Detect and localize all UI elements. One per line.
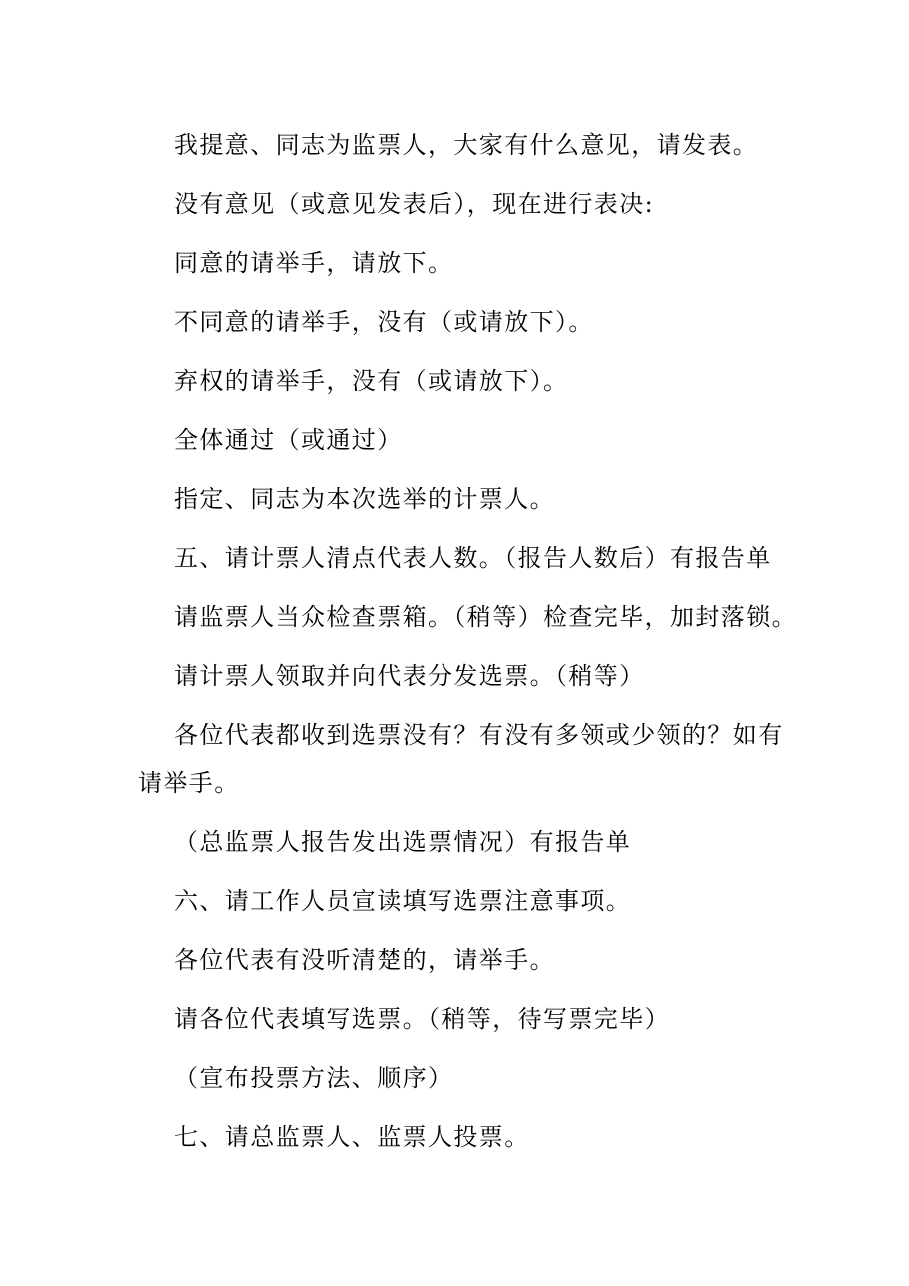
paragraph-check-ballot-box: 请监票人当众检查票箱。（稍等）检查完毕，加封落锁。 (174, 603, 797, 631)
paragraph-questions: 各位代表有没听清楚的，请举手。 (174, 946, 555, 974)
paragraph-step-seven: 七、请总监票人、监票人投票。 (174, 1123, 530, 1151)
paragraph-abstain: 弃权的请举手，没有（或请放下）。 (174, 367, 569, 395)
paragraph-appoint-scrutineers: 我提意、同志为监票人，大家有什么意见，请发表。 (174, 131, 759, 159)
paragraph-distribute-ballots: 请计票人领取并向代表分发选票。（稍等） (174, 662, 645, 690)
paragraph-vote-announce: 没有意见（或意见发表后），现在进行表决: (174, 190, 655, 218)
paragraph-step-five: 五、请计票人清点代表人数。（报告人数后）有报告单 (174, 544, 772, 572)
paragraph-passed: 全体通过（或通过） (174, 426, 403, 454)
paragraph-voting-method: （宣布投票方法、顺序） (174, 1064, 454, 1092)
paragraph-disagree: 不同意的请举手，没有（或请放下）。 (174, 308, 594, 336)
paragraph-appoint-counters: 指定、同志为本次选举的计票人。 (174, 485, 555, 513)
paragraph-step-six: 六、请工作人员宣读填写选票注意事项。 (174, 887, 632, 915)
paragraph-confirm-ballots: 各位代表都收到选票没有？有没有多领或少领的？如有请举手。 (138, 721, 784, 797)
paragraph-fill-ballots: 请各位代表填写选票。（稍等，待写票完毕） (174, 1005, 670, 1033)
paragraph-agree: 同意的请举手，请放下。 (174, 249, 454, 277)
paragraph-ballot-report: （总监票人报告发出选票情况）有报告单 (174, 828, 632, 856)
